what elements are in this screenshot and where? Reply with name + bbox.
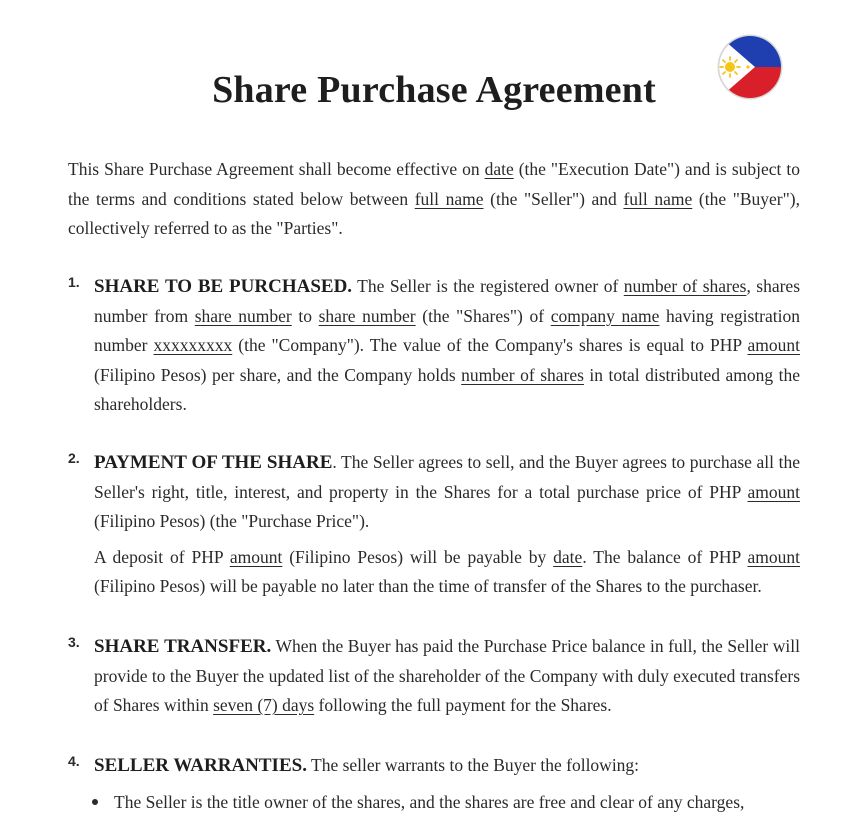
section-paragraph bbox=[94, 272, 800, 420]
list-item-text: The Seller is the title owner of the shares, and the shares are free and clear of any charges, bbox=[114, 788, 800, 817]
section-text: in total distributed among the shareholders. bbox=[94, 365, 800, 415]
section-text: A deposit of PHP bbox=[94, 547, 230, 567]
section-paragraph bbox=[94, 632, 800, 721]
section-text: to bbox=[292, 306, 319, 326]
section-paragraph bbox=[94, 448, 800, 537]
section-number: 1. bbox=[68, 274, 88, 290]
fill-field-share-amount[interactable]: amount bbox=[748, 335, 801, 355]
section-number: 3. bbox=[68, 634, 88, 650]
section-text: . The Seller agrees to sell, and the Buyer agrees to purchase all the Seller's right, title, interest, and property in the Shares for a total purchase price of PHP bbox=[94, 452, 800, 502]
intro-text: This Share Purchase Agreement shall become effective on bbox=[68, 159, 485, 179]
fill-field-date[interactable]: date bbox=[485, 159, 514, 179]
intro-paragraph bbox=[68, 155, 800, 244]
bullet-icon bbox=[92, 799, 98, 805]
intro-text: (the "Execution Date") and is subject to the terms and conditions stated below between bbox=[68, 159, 800, 209]
section-text: (Filipino Pesos) will be payable by bbox=[282, 547, 553, 567]
fill-field-balance-amount[interactable]: amount bbox=[748, 547, 801, 567]
section-text: following the full payment for the Shares. bbox=[314, 695, 611, 715]
section-text: , shares number from bbox=[94, 276, 800, 326]
fill-field-seller-name[interactable]: full name bbox=[415, 189, 484, 209]
fill-field-deposit-date[interactable]: date bbox=[553, 547, 582, 567]
section-heading: SHARE TRANSFER. bbox=[94, 636, 271, 657]
intro-text: (the "Buyer"), collectively referred to as the "Parties". bbox=[68, 189, 800, 239]
fill-field-deposit-amount[interactable]: amount bbox=[230, 547, 283, 567]
section-text: (Filipino Pesos) per share, and the Company holds bbox=[94, 365, 461, 385]
section-heading: SELLER WARRANTIES. bbox=[94, 755, 307, 776]
section-seller-warranties bbox=[68, 751, 800, 817]
section-number: 2. bbox=[68, 450, 88, 466]
section-text: The seller warrants to the Buyer the following: bbox=[307, 755, 639, 775]
section-text: having registration number bbox=[94, 306, 800, 356]
section-payment-of-the-share bbox=[68, 448, 800, 602]
philippines-flag-icon bbox=[717, 34, 783, 100]
section-text: The Seller is the registered owner of bbox=[352, 276, 624, 296]
section-paragraph bbox=[94, 543, 800, 602]
list-item bbox=[94, 788, 800, 817]
section-text: (the "Shares") of bbox=[416, 306, 551, 326]
section-text: (the "Company"). The value of the Company's shares is equal to PHP bbox=[232, 335, 747, 355]
section-number: 4. bbox=[68, 753, 88, 769]
fill-field-buyer-name[interactable]: full name bbox=[623, 189, 692, 209]
fill-field-share-number-to[interactable]: share number bbox=[319, 306, 416, 326]
section-heading: PAYMENT OF THE SHARE bbox=[94, 452, 332, 473]
fill-field-company-name[interactable]: company name bbox=[551, 306, 660, 326]
fill-field-number-of-shares[interactable]: number of shares bbox=[624, 276, 747, 296]
fill-field-total-shares[interactable]: number of shares bbox=[461, 365, 584, 385]
section-heading: SHARE TO BE PURCHASED. bbox=[94, 276, 352, 297]
section-text: (Filipino Pesos) (the "Purchase Price"). bbox=[94, 511, 369, 531]
fill-field-purchase-price[interactable]: amount bbox=[748, 482, 801, 502]
fill-field-share-number-from[interactable]: share number bbox=[195, 306, 292, 326]
section-text: (Filipino Pesos) will be payable no later than the time of transfer of the Shares to the purchaser. bbox=[94, 576, 762, 596]
section-share-transfer bbox=[68, 632, 800, 721]
section-text: When the Buyer has paid the Purchase Price balance in full, the Seller will provide to the Buyer the updated list of the shareholder of the Company with duly executed transfers of Shares within bbox=[94, 636, 800, 715]
section-paragraph bbox=[94, 751, 800, 781]
section-share-to-be-purchased bbox=[68, 272, 800, 420]
intro-text: (the "Seller") and bbox=[484, 189, 624, 209]
fill-field-registration-number[interactable]: xxxxxxxxx bbox=[154, 335, 233, 355]
section-text: . The balance of PHP bbox=[582, 547, 747, 567]
fill-field-transfer-days[interactable]: seven (7) days bbox=[213, 695, 314, 715]
document-title: Share Purchase Agreement bbox=[0, 68, 868, 112]
